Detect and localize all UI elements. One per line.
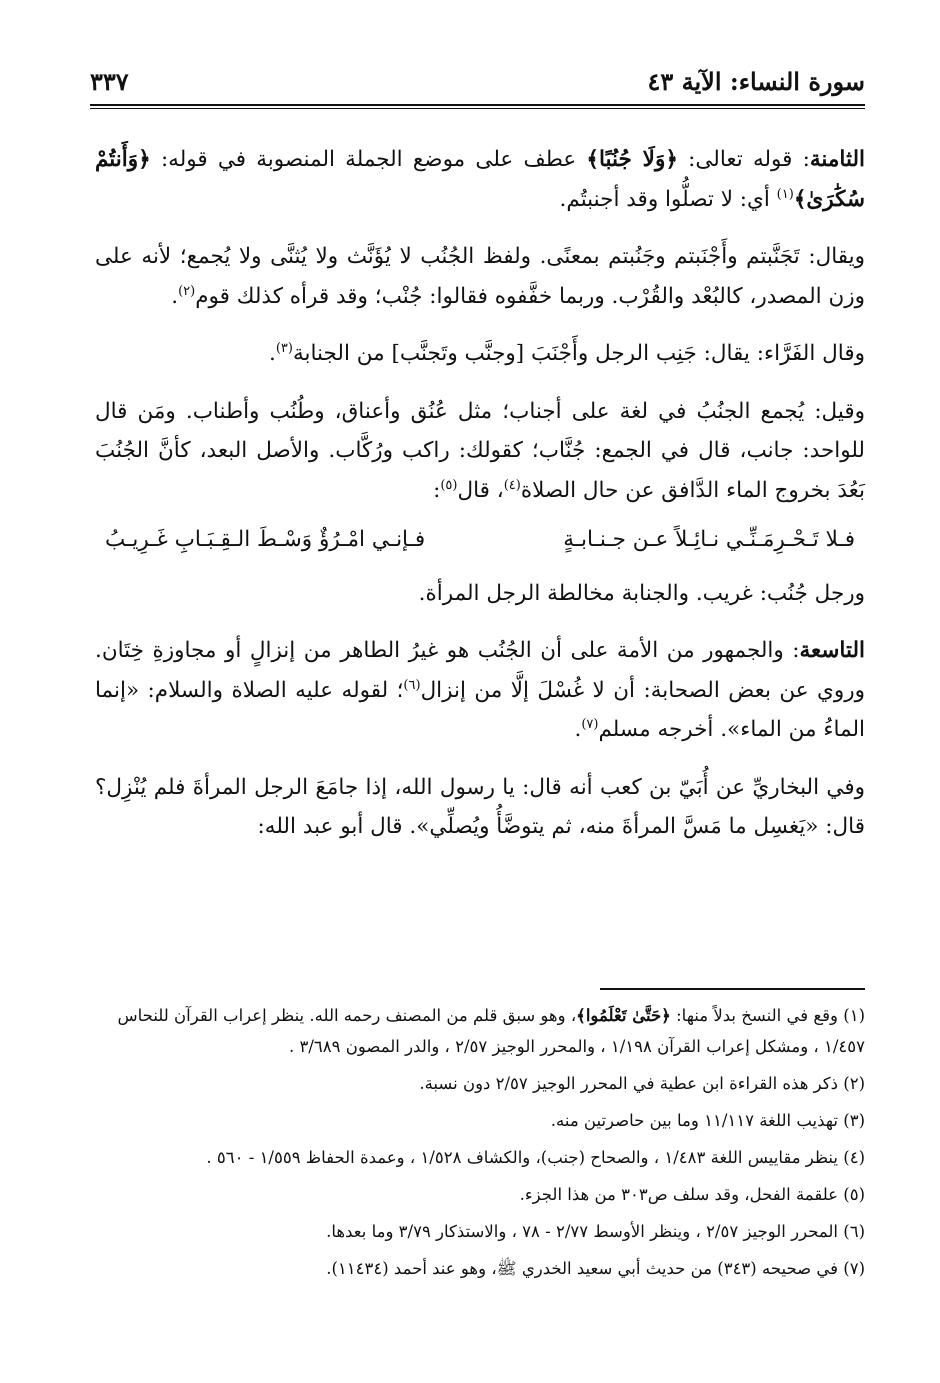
paragraph-lead: الثامنة [809,147,865,172]
verse-second-hemistich: فـإنـي امْـرُؤٌ وَسْـطَ الـقِـبَـابِ غَـرِيـبُ [105,527,426,552]
paragraph: ورجل جُنُب: غريب. والجنابة مخالطة الرجل المرأة. [418,580,865,606]
footnote-6: (٦) المحرر الوجيز ٢/٥٧ ، وينظر الأوسط ٢/٧٧ - ٧٨ ، والاستذكار ٣/٧٩ وما بعدها. [326,1222,865,1241]
footnote-1: (١) وقع في النسخ بدلاً منها: ﴿حَتَّىٰ تَعْلَمُوا﴾، وهو سبق قلم من المصنف رحمه الله. ينظر إعراب القرآن للنحاس ١/٤٥٧ ، ومشكل إعراب القرآن ١/١٩٨ ، والمحرر الوجيز ٢/٥٧ ، والدر المصون ٣/٦٨٩ . [117,1006,865,1056]
footnote-ref: (٦) [403,677,421,693]
verse-first-hemistich: فـلا تَـحْـرِمَـنِّـي نـائِـلاً عـن جـنـابـةٍ [563,527,855,552]
footnote-ref: (١) [776,186,794,202]
quran-quote: ﴿وَلَا جُنُبًا﴾ [586,147,678,172]
header-rule [90,104,865,106]
footnotes [90,1000,865,1290]
running-header [90,62,865,100]
footnote-7: (٧) في صحيحه (٣٤٣) من حديث أبي سعيد الخدري ﷺ، وهو عند أحمد (١١٤٣٤). [326,1259,865,1278]
footnote-ref: (٥) [440,477,458,493]
main-text [95,140,865,857]
footnote-3: (٣) تهذيب اللغة ١١/١١٧ وما بين حاصرتين منه. [550,1111,865,1130]
header-rule-thin [90,108,865,109]
paragraph: وقيل: يُجمع الجنُبُ في لغة على أجناب؛ مثل عُنُق وأعناق، وطُنُب وأطناب. ومَن قال للواحد: جانب، قال في الجمع: جُنَّاب؛ كقولك: راكب ورُكَّاب. والأصل البعد، كأنَّ الجُنُبَ بَعُدَ بخروج الماء الدَّافق عن حال الصلاة$^{(٤)}$، قال$^{(٥)}$: [95,398,865,503]
footnote-ref: (٣) [275,340,293,356]
footnote-ref: (٧) [581,716,599,732]
footnote-4: (٤) ينظر مقاييس اللغة ١/٤٨٣ ، والصحاح (جنب)، والكشاف ١/٥٢٨ ، وعمدة الحفاظ ١/٥٥٩ - ٥٦٠ . [206,1148,865,1167]
quran-quote: ﴿حَتَّىٰ تَعْلَمُوا﴾ [576,1006,671,1025]
paragraph-eighth: الثامنة: قوله تعالى: ﴿وَلَا جُنُبًا﴾ عطف على موضع الجملة المنصوبة في قوله: ﴿وَأَنتُمْ سُكَٰرَىٰ﴾$^{(١)}$ أي: لا تصلُّوا وقد أجنبتُم. [95,147,865,212]
footnote-ref: (٤) [503,477,521,493]
footnote-5: (٥) علقمة الفحل، وقد سلف ص٣٠٣ من هذا الجزء. [519,1185,865,1204]
footnote-2: (٢) ذكر هذه القراءة ابن عطية في المحرر الوجيز ٢/٥٧ دون نسبة. [419,1074,865,1093]
paragraph-lead: التاسعة [799,638,865,663]
quran-quote: ﴿وَأَنتُمْ سُكَٰرَىٰ﴾ [95,147,865,212]
paragraph: ويقال: تَجَنَّبتم وأَجْنَبتم وجَنُبتم بمعنًى. ولفظ الجُنُب لا يُؤَنَّث ولا يُثنَّى ولا يُجمع؛ لأنه على وزن المصدر، كالبُعْد والقُرْب. وربما خفَّفوه فقالوا: جُنْب؛ وقد قرأه كذلك قوم$^{(٢)}$. [95,244,865,309]
paragraph-ninth: التاسعة: والجمهور من الأمة على أن الجُنُب هو غيرُ الطاهر من إنزالٍ أو مجاوزةِ خِتَان. وروي عن بعض الصحابة: أن لا غُسْلَ إلَّا من إنزال$^{(٦)}$؛ لقوله عليه الصلاة والسلام: «إنما الماءُ من الماء». أخرجه مسلم$^{(٧)}$. [95,638,865,742]
poetry-verse [95,520,865,560]
paragraph: وقال الفَرَّاء: يقال: جَنِب الرجل وأَجْنَبَ [وجنَّب وتَجنَّب] من الجنابة$^{(٣)}$. [268,340,865,366]
page-number: ٣٣٧ [90,66,129,96]
surah-title: سورة النساء: الآية ٤٣ [647,66,865,96]
footnote-ref: (٢) [178,283,196,299]
footnote-separator [600,988,865,990]
paragraph: وفي البخاريِّ عن أُبَيّ بن كعب أنه قال: يا رسول الله، إذا جامَعَ الرجل المرأةَ فلم يُنْزِل؟ قال: «يَغسِل ما مَسَّ المرأةَ منه، ثم يتوضَّأُ ويُصلِّي». قال أبو عبد الله: [95,774,865,839]
